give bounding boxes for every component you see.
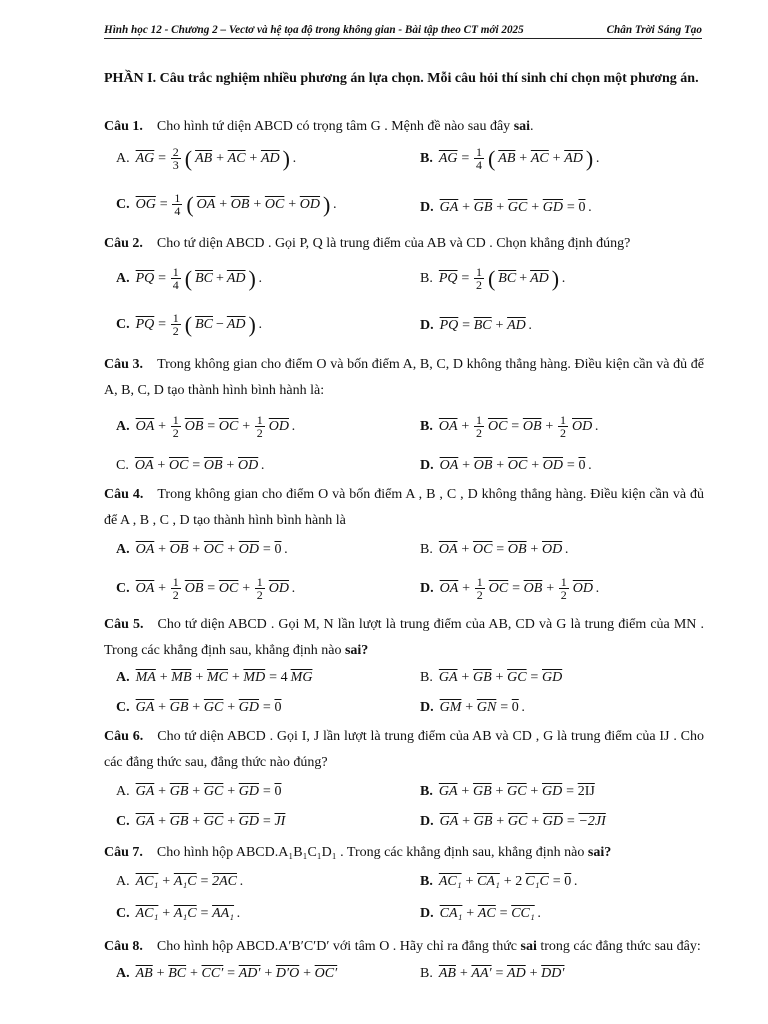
q7-option-d[interactable]: D. CA₁ + $\overline{AC}$ = CC₁ . [420,906,542,921]
q3-option-c[interactable]: C. $\overline{OA}$ + $\overline{OC}$ = $\overline{OB}$ + $\overline{OD}$ . [116,458,265,473]
question-number: Câu 3. [104,357,144,372]
q7-option-b[interactable]: B. AC₁ + CA₁ + 2 C₁C = 0 . [420,874,578,889]
page-header [104,24,702,39]
question-7: Câu 7. Cho hình hộp ABCD.A₁B₁C₁D₁ . Trong các khẳng định sau, khẳng định nào sai? [104,845,612,860]
q5-option-a[interactable]: A. $\overline{MA}$ + $\overline{MB}$ + $\overline{MC}$ + $\overline{MD}$ = 4 $\overline{MG}$ [116,670,313,685]
question-1: Câu 1. Cho hình tứ diện ABCD có trọng tâm G . Mệnh đề nào sau đây sai. [104,119,534,134]
q6-option-d[interactable]: D. $\overline{GA}$ + $\overline{GB}$ + $\overline{GC}$ + $\overline{GD}$ = −2JI [420,814,606,829]
question-number: Câu 1. [104,119,143,134]
header-left: Hình học 12 - Chương 2 – Vectơ và hệ tọa độ trong không gian - Bài tập theo CT mới 2025 [104,24,524,36]
q5-option-d[interactable]: D. $\overline{GM}$ + $\overline{GN}$ = 0 . [420,700,526,715]
header-right: Chân Trời Sáng Tạo [606,24,702,36]
question-number: Câu 4. [104,487,144,502]
question-8: Câu 8. Cho hình hộp ABCD.A′B′C′D′ với tâm O . Hãy chỉ ra đẳng thức sai trong các đẳng thức sau đây: [104,939,701,954]
q3-option-b[interactable]: B. $\overline{OA}$ + $\frac{1}{2}$ $\overline{OC}$ = $\overline{OB}$ + $\frac{1}{2}$ $\overline{OD}$ . [420,413,599,440]
q1-option-b[interactable]: B. $\overline{AG}$ = $\frac{1}{4}$ ( $\overline{AB}$ + $\overline{AC}$ + $\overline{AD}$ ) . [420,145,600,172]
question-6: Câu 6. Cho tứ diện ABCD . Gọi I, J lần lượt là trung điểm của AB và CD , G là trung điểm của IJ . Cho các đẳng thức sau, đẳng thức nào đúng? [104,729,704,770]
q6-option-a[interactable]: A. $\overline{GA}$ + $\overline{GB}$ + $\overline{GC}$ + $\overline{GD}$ = 0 [116,784,282,799]
section-title: PHẦN I. Câu trắc nghiệm nhiều phương án lựa chọn. Mỗi câu hỏi thí sinh chỉ chọn một phương án. [104,71,699,86]
question-number: Câu 2. [104,236,143,251]
q3-option-a[interactable]: A. $\overline{OA}$ + $\frac{1}{2}$ $\overline{OB}$ = $\overline{OC}$ + $\frac{1}{2}$ $\overline{OD}$ . [116,413,296,440]
question-number: Câu 7. [104,845,143,860]
q6-option-b[interactable]: B. $\overline{GA}$ + $\overline{GB}$ + $\overline{GC}$ + $\overline{GD}$ = 2IJ [420,784,595,799]
q4-option-d[interactable]: D. $\overline{OA}$ + $\frac{1}{2}$ $\overline{OC}$ = $\overline{OB}$ + $\frac{1}{2}$ $\overline{OD}$ . [420,575,600,602]
q8-option-a[interactable]: A. $\overline{AB}$ + $\overline{BC}$ + CC′ = AD′ + D′O + OC′ [116,966,338,981]
q5-option-b[interactable]: B. $\overline{GA}$ + $\overline{GB}$ + $\overline{GC}$ = $\overline{GD}$ [420,670,563,685]
q7-option-c[interactable]: C. AC₁ + A₁C = AA₁ . [116,906,241,921]
q5-option-c[interactable]: C. $\overline{GA}$ + $\overline{GB}$ + $\overline{GC}$ + $\overline{GD}$ = 0 [116,700,282,715]
q2-option-a[interactable]: A. $\overline{PQ}$ = $\frac{1}{4}$ ( $\overline{BC}$ + $\overline{AD}$ ) . [116,265,263,292]
q2-option-b[interactable]: B. $\overline{PQ}$ = $\frac{1}{2}$ ( $\overline{BC}$ + $\overline{AD}$ ) . [420,265,566,292]
q2-option-c[interactable]: C. $\overline{PQ}$ = $\frac{1}{2}$ ( $\overline{BC}$ − $\overline{AD}$ ) . [116,311,263,338]
question-number: Câu 6. [104,729,144,744]
q1-option-a[interactable]: A. $\overline{AG}$ = $\frac{2}{3}$ ( $\overline{AB}$ + $\overline{AC}$ + $\overline{AD}$ ) . [116,145,297,172]
question-4: Câu 4. Trong không gian cho điểm O và bốn điểm A , B , C , D không thẳng hàng. Điều kiện cần và đủ để A , B , C , D tạo thành hình bình hành là [104,487,704,528]
q4-option-c[interactable]: C. $\overline{OA}$ + $\frac{1}{2}$ $\overline{OB}$ = $\overline{OC}$ + $\frac{1}{2}$ $\overline{OD}$ . [116,575,296,602]
q7-option-a[interactable]: A. AC₁ + A₁C = 2AC . [116,874,244,889]
q4-option-b[interactable]: B. $\overline{OA}$ + $\overline{OC}$ = $\overline{OB}$ + $\overline{OD}$ . [420,542,569,557]
q2-option-d[interactable]: D. $\overline{PQ}$ = $\overline{BC}$ + $\overline{AD}$ . [420,318,533,333]
q6-option-c[interactable]: C. $\overline{GA}$ + $\overline{GB}$ + $\overline{GC}$ + $\overline{GD}$ = $\overline{JI}$ [116,814,286,829]
q1-option-d[interactable]: D. $\overline{GA}$ + $\overline{GB}$ + $\overline{GC}$ + $\overline{GD}$ = 0 . [420,200,592,215]
q8-option-b[interactable]: B. $\overline{AB}$ + AA′ = $\overline{AD}$ + DD′ [420,966,565,981]
question-number: Câu 8. [104,939,143,954]
q3-option-d[interactable]: D. $\overline{OA}$ + $\overline{OB}$ + $\overline{OC}$ + $\overline{OD}$ = 0 . [420,458,592,473]
question-5: Câu 5. Cho tứ diện ABCD . Gọi M, N lần lượt là trung điểm của AB, CD và G là trung điểm của MN . Trong các khẳng định sau, khẳng định nào sai? [104,617,704,658]
q1-option-c[interactable]: C. $\overline{OG}$ = $\frac{1}{4}$ ( $\overline{OA}$ + $\overline{OB}$ + $\overline{OC}$ + $\overline{OD}$ ) . [116,191,337,218]
question-number: Câu 5. [104,617,144,632]
q4-option-a[interactable]: A. $\overline{OA}$ + $\overline{OB}$ + $\overline{OC}$ + $\overline{OD}$ = 0 . [116,542,288,557]
question-3: Câu 3. Trong không gian cho điểm O và bốn điểm A, B, C, D không thẳng hàng. Điều kiện cần và đủ để A, B, C, D tạo thành hình bình hành là: [104,357,704,398]
question-2: Câu 2. Cho tứ diện ABCD . Gọi P, Q là trung điểm của AB và CD . Chọn khẳng định đúng? [104,236,631,251]
